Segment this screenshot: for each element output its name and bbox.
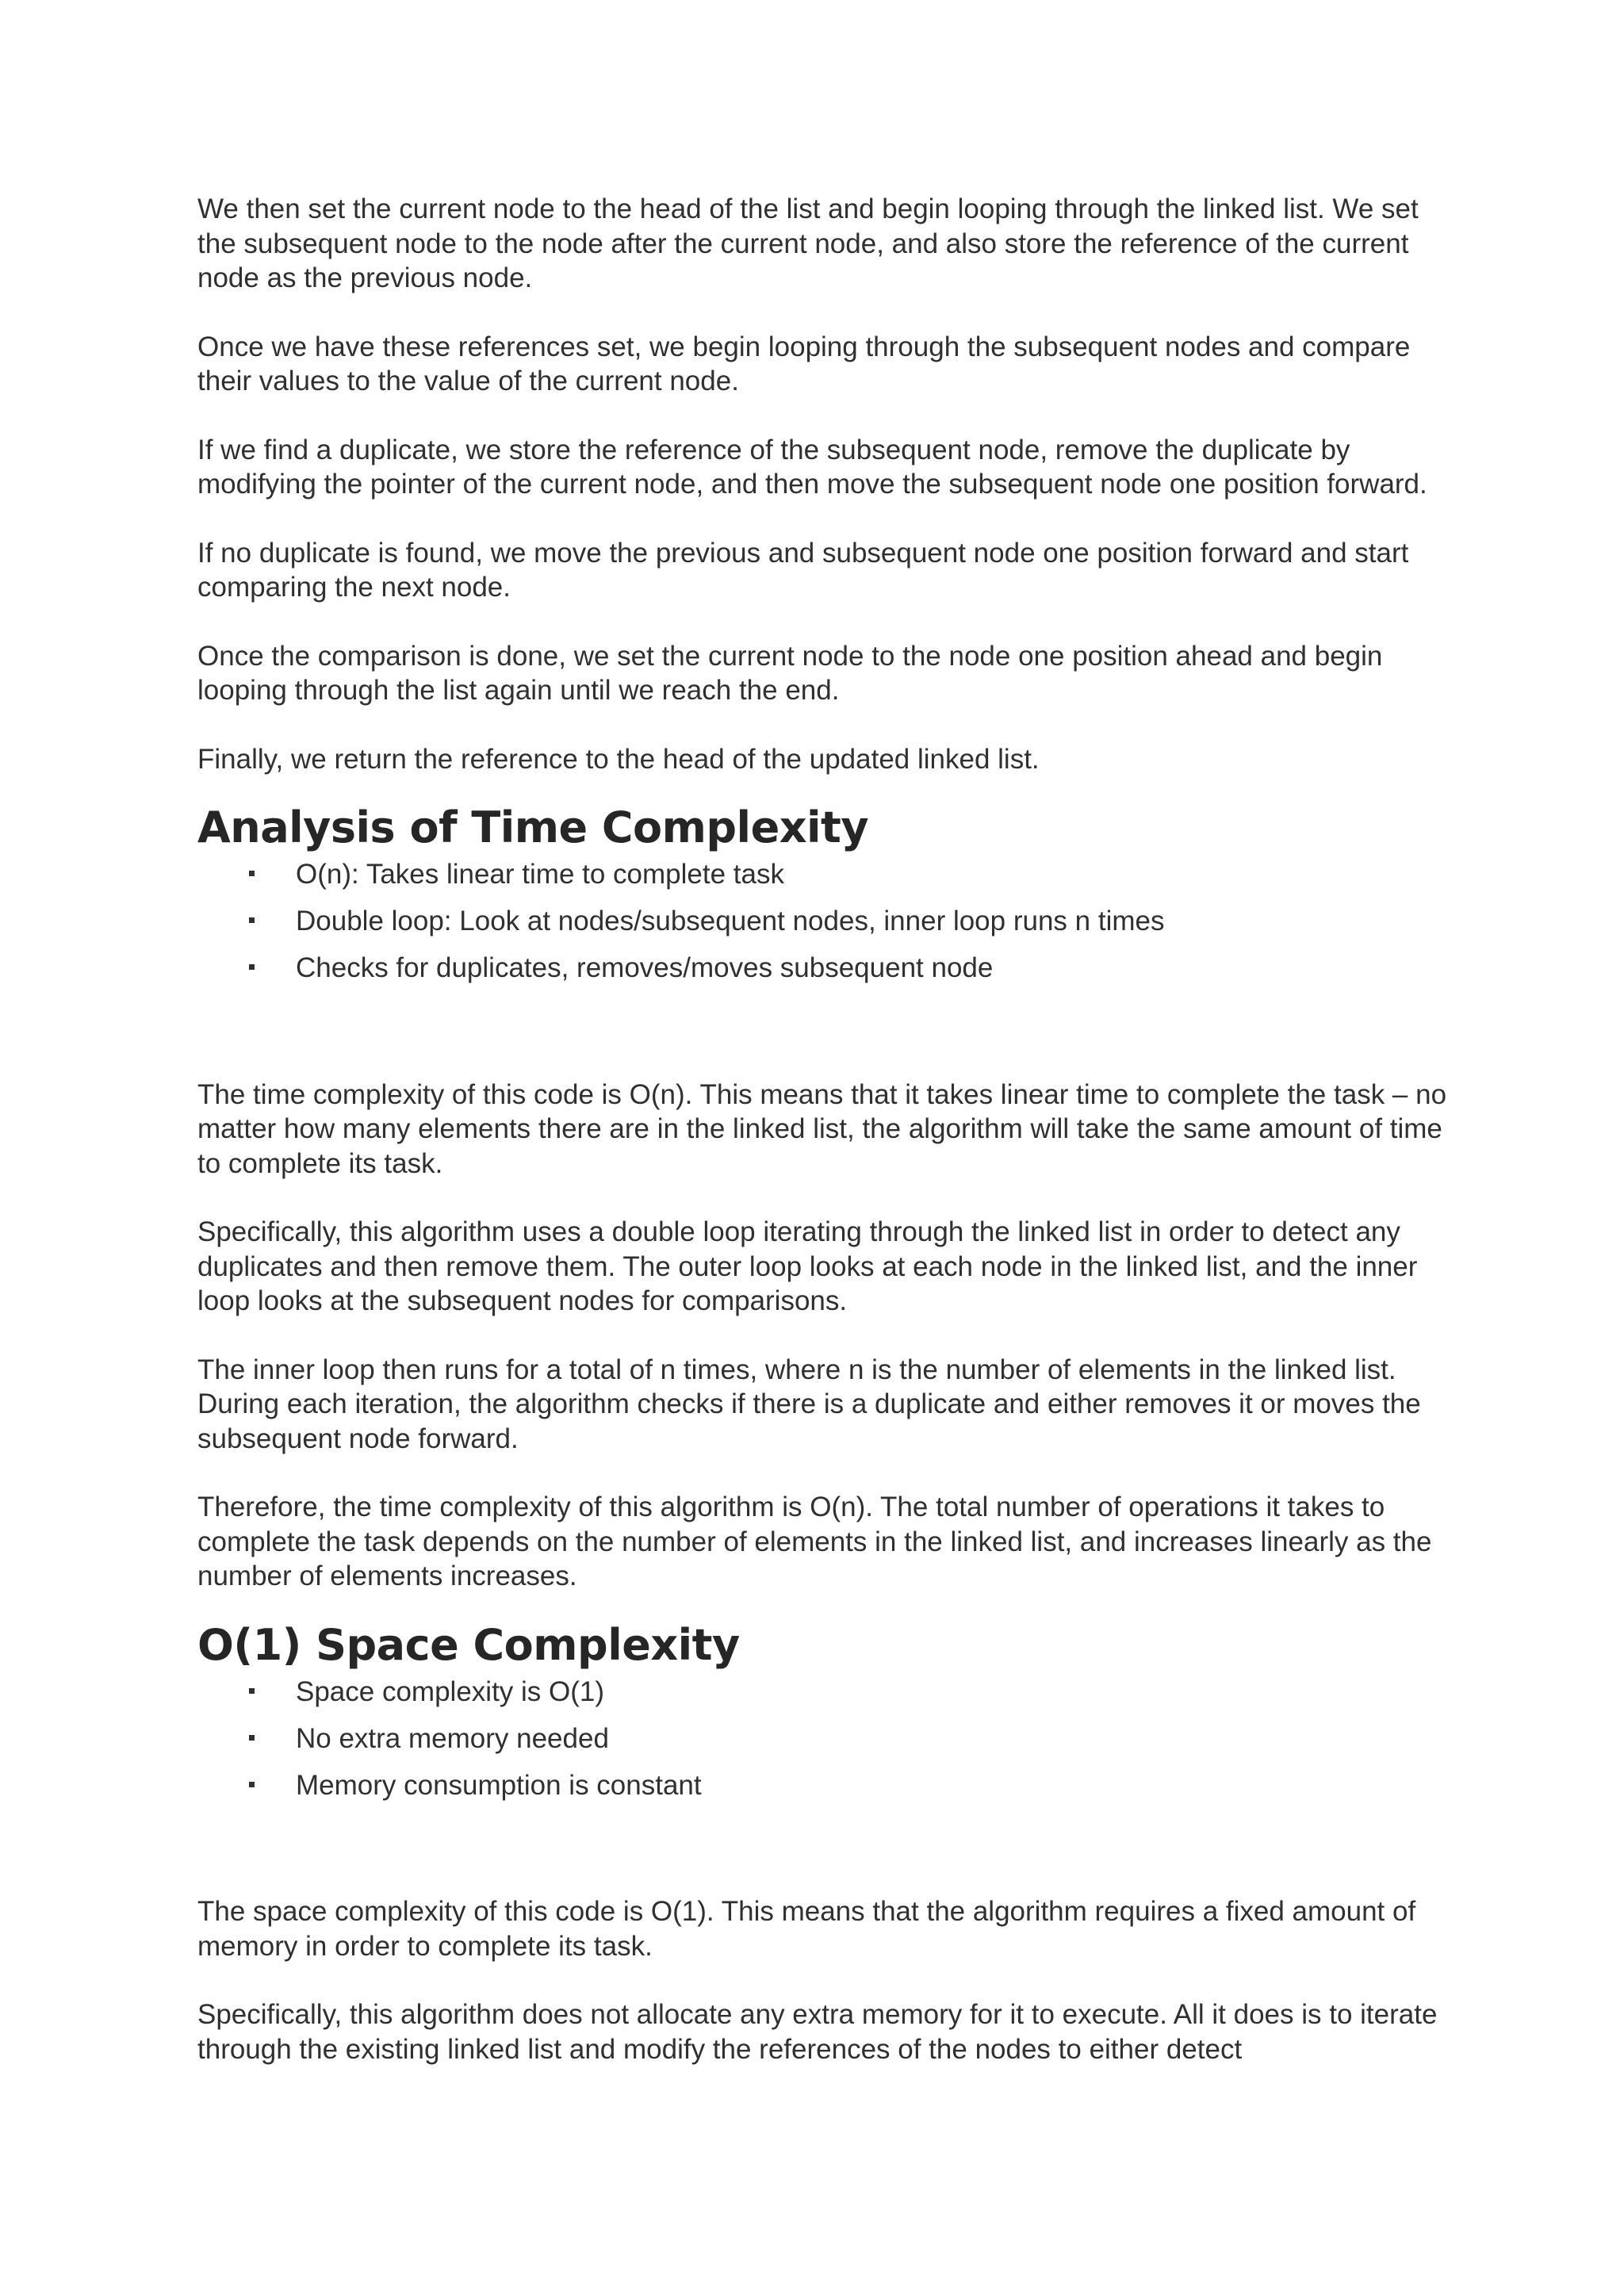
list-item-text: No extra memory needed [296, 1722, 609, 1754]
document-body [197, 192, 1450, 2101]
list-item-text: O(n): Takes linear time to complete task [296, 859, 784, 890]
list-item-text: Memory consumption is constant [296, 1769, 702, 1801]
time-paragraph-1: The time complexity of this code is O(n). This means that it takes linear time to complete the task – no matter how many elements there are in the linked list, the algorithm will take the same amount of time to complete its task. [197, 1078, 1447, 1179]
space-paragraph-1: The space complexity of this code is O(1). This means that the algorithm requires a fixed amount of memory in order to complete its task. [197, 1896, 1416, 1962]
time-paragraph-3: The inner loop then runs for a total of n times, where n is the number of elements in the linked list. During each iteration, the algorithm checks if there is a duplicate and either removes it or moves the subsequent node forward. [197, 1354, 1421, 1454]
list-item [197, 1675, 1450, 1710]
square-bullet-icon [249, 1782, 255, 1787]
list-item [197, 1768, 1450, 1803]
space-paragraph-2: Specifically, this algorithm does not allocate any extra memory for it to execute. All it does is to iterate through the existing linked list and modify the references of the nodes to either detect [197, 1999, 1438, 2065]
space-complexity-bullet-list [197, 1675, 1450, 1803]
intro-paragraph-6: Finally, we return the reference to the head of the updated linked list. [197, 743, 1040, 775]
square-bullet-icon [249, 917, 255, 923]
intro-paragraph-4: If no duplicate is found, we move the previous and subsequent node one position forward and start comparing the next node. [197, 537, 1409, 603]
square-bullet-icon [249, 1735, 255, 1741]
list-item-text: Space complexity is O(1) [296, 1676, 605, 1707]
time-paragraph-4: Therefore, the time complexity of this algorithm is O(n). The total number of operations it takes to complete the task depends on the number of elements in the linked list, and increases linearly as the number of elements increases. [197, 1492, 1432, 1591]
list-item-text: Checks for duplicates, removes/moves subsequent node [296, 952, 994, 983]
list-item [197, 857, 1450, 892]
list-item [197, 904, 1450, 939]
square-bullet-icon [249, 871, 255, 876]
intro-paragraph-2: Once we have these references set, we begin looping through the subsequent nodes and compare their values to the value of the current node. [197, 331, 1411, 396]
time-complexity-bullet-list [197, 857, 1450, 986]
time-paragraph-2: Specifically, this algorithm uses a double loop iterating through the linked list in order to detect any duplicates and then remove them. The outer loop looks at each node in the linked list, and the inner loop looks at the subsequent nodes for comparisons. [197, 1216, 1418, 1316]
list-item-text: Double loop: Look at nodes/subsequent nodes, inner loop runs n times [296, 906, 1165, 936]
intro-paragraph-5: Once the comparison is done, we set the current node to the node one position ahead and begin looping through the list again until we reach the end. [197, 640, 1383, 706]
list-item [197, 951, 1450, 986]
list-item [197, 1721, 1450, 1756]
square-bullet-icon [249, 964, 255, 970]
intro-paragraph-1: We then set the current node to the head of the list and begin looping through the linked list. We set the subsequent node to the node after the current node, and also store the reference of the current node as the previous node. [197, 193, 1419, 293]
time-complexity-heading: Analysis of Time Complexity [197, 802, 869, 852]
square-bullet-icon [249, 1688, 255, 1694]
intro-paragraph-3: If we find a duplicate, we store the reference of the subsequent node, remove the duplicate by modifying the pointer of the current node, and then move the subsequent node one position forward. [197, 434, 1427, 500]
space-complexity-heading: O(1) Space Complexity [197, 1619, 740, 1670]
